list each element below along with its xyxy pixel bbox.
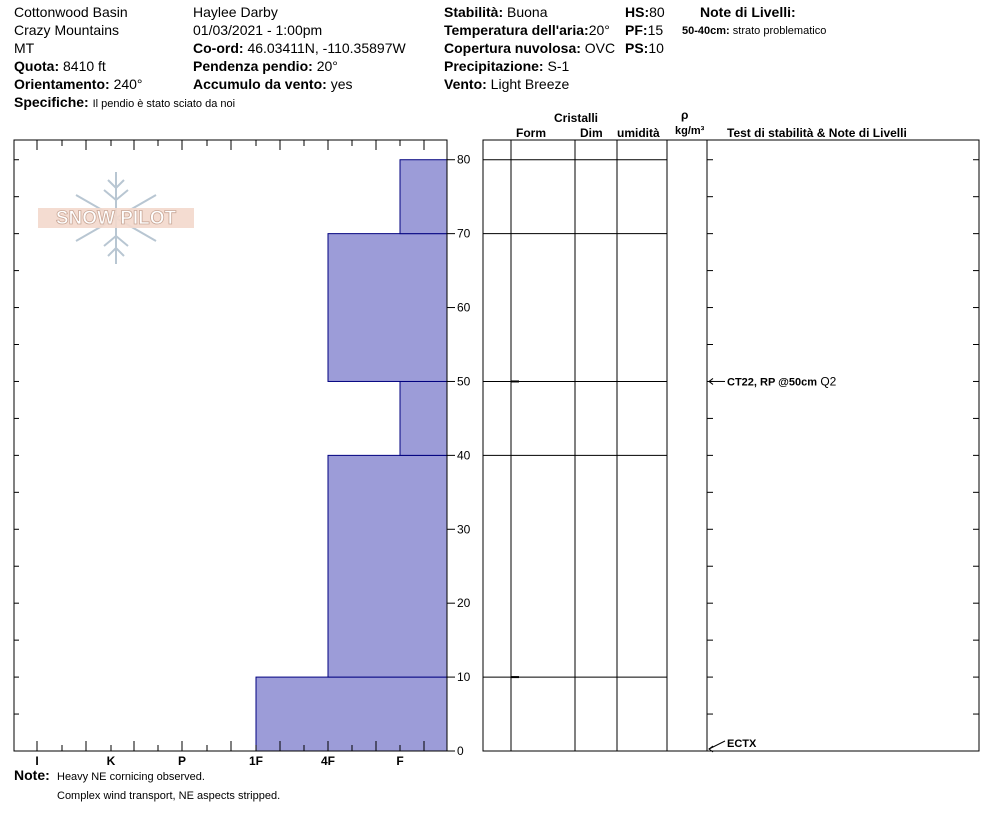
specifics-value: Il pendio è stato sciato da noi	[92, 98, 236, 110]
notes-line-1: Heavy NE cornicing observed.	[57, 771, 205, 783]
test-label-0: CT22, RP @50cm Q2	[727, 374, 837, 389]
specifics-label: Specifiche:	[14, 94, 89, 110]
notes-label: Note:	[14, 767, 50, 783]
air-temp-label: Temperatura dell'aria:	[444, 22, 589, 38]
aspect-label: Orientamento:	[14, 76, 110, 92]
cloud-value: OVC	[584, 40, 616, 56]
hs-value: 80	[649, 4, 665, 20]
notes-line-2: Complex wind transport, NE aspects stripped.	[57, 790, 281, 802]
header-form: Form	[516, 126, 546, 140]
elevation-value: 8410 ft	[63, 58, 106, 74]
mountain-range: Crazy Mountains	[14, 22, 120, 38]
ps-value: 10	[648, 40, 664, 56]
y-label-20: 20	[457, 596, 471, 611]
header-density-unit: kg/m³	[675, 125, 705, 137]
header-dim: Dim	[580, 126, 603, 140]
coords-value: 46.03411N, -110.35897W	[247, 40, 406, 56]
x-label-1f: 1F	[248, 754, 264, 768]
y-label-50: 50	[457, 374, 471, 389]
test-label-1: ECTX	[727, 738, 757, 750]
precip-value: S-1	[547, 58, 570, 74]
stability-tests	[709, 374, 837, 752]
ps-label: PS:	[625, 40, 649, 56]
x-label-k: K	[106, 754, 116, 768]
pf-label: PF:	[625, 22, 648, 38]
wind-loading-label: Accumulo da vento:	[193, 76, 327, 92]
layer-notes-label: Note di Livelli:	[700, 4, 796, 20]
table-frame	[483, 140, 979, 751]
location-name: Cottonwood Basin	[14, 4, 128, 20]
y-label-0: 0	[457, 744, 464, 758]
header-umidita: umidità	[617, 126, 660, 140]
stability-value: Buona	[507, 4, 548, 20]
y-label-30: 30	[457, 522, 471, 537]
layer-note-text: strato problematico	[732, 25, 827, 37]
aspect-value: 240°	[113, 76, 143, 92]
header-tests-notes: Test di stabilità & Note di Livelli	[727, 126, 907, 140]
header-rho: ρ	[681, 108, 689, 122]
elevation-label: Quota:	[14, 58, 60, 74]
layer-note-depth: 50-40cm:	[682, 25, 730, 37]
x-label-f: F	[396, 754, 404, 768]
logo-text: SNOW PILOT	[55, 208, 177, 229]
air-temp-value: 20°	[588, 22, 610, 38]
state: MT	[14, 40, 35, 56]
x-label-i: I	[35, 754, 39, 768]
precip-label: Precipitazione:	[444, 58, 544, 74]
cloud-label: Copertura nuvolosa:	[444, 40, 581, 56]
wind-label: Vento:	[444, 76, 487, 92]
tests-column-ticks	[707, 160, 979, 714]
coords-label: Co-ord:	[193, 40, 244, 56]
slope-value: 20°	[316, 58, 338, 74]
wind-value: Light Breeze	[490, 76, 570, 92]
hs-label: HS:	[625, 4, 650, 20]
y-label-70: 70	[457, 226, 471, 241]
observation-datetime: 01/03/2021 - 1:00pm	[193, 22, 323, 38]
y-label-60: 60	[457, 300, 471, 315]
observer-name: Haylee Darby	[193, 4, 278, 20]
x-label-p: P	[177, 754, 187, 768]
y-label-10: 10	[457, 670, 471, 685]
y-label-80: 80	[457, 152, 471, 167]
header-cristalli: Cristalli	[554, 111, 599, 125]
x-label-4f: 4F	[320, 754, 336, 768]
stability-label: Stabilità:	[444, 4, 504, 20]
pf-value: 15	[647, 22, 664, 38]
wind-loading-value: yes	[330, 76, 353, 92]
y-label-40: 40	[457, 448, 471, 463]
slope-label: Pendenza pendio:	[193, 58, 313, 74]
